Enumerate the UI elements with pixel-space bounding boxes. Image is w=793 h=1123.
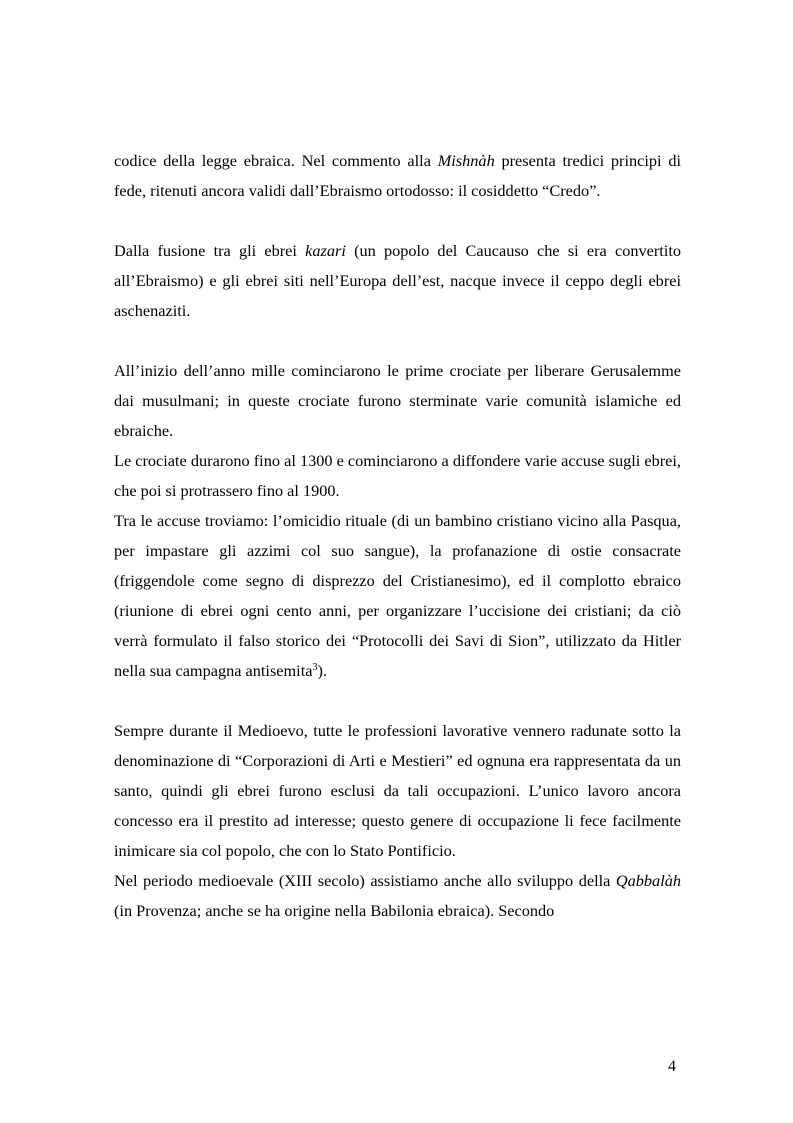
italic-term: Qabbalàh	[615, 871, 681, 890]
footnote-ref[interactable]: 3	[312, 662, 318, 673]
paragraph-accusations	[114, 506, 681, 686]
paragraph-corporations	[114, 716, 681, 866]
text-run: Dalla fusione tra gli ebrei	[114, 241, 306, 260]
text-run: Sempre durante il Medioevo, tutte le professioni lavorative vennero radunate sotto la denominazione di “Corporazioni di Arti e Mestieri” ed ognuna era rappresentata da un santo, quindi gli ebrei furono esclusi da tali occupazioni. L’unico lavoro ancora concesso era il prestito ad interesse; questo genere di occupazione li fece facilmente inimicare sia col popolo, che con lo Stato Pontificio.	[114, 721, 681, 860]
text-run: All’inizio dell’anno mille cominciarono le prime crociate per liberare Gerusalemme dai musulmani; in queste crociate furono sterminate varie comunità islamiche ed ebraiche.	[114, 361, 681, 440]
page-number: 4	[668, 1058, 676, 1075]
text-run: ).	[317, 661, 327, 680]
paragraph-crusades	[114, 356, 681, 446]
text-run: (in Provenza; anche se ha origine nella Babilonia ebraica). Secondo	[114, 901, 555, 920]
italic-term: kazari	[305, 241, 346, 260]
page-body	[114, 146, 681, 926]
paragraph-kazari	[114, 236, 681, 326]
paragraph-crusades-duration	[114, 446, 681, 506]
paragraph-mishnah	[114, 146, 681, 206]
text-run: Le crociate durarono fino al 1300 e cominciarono a diffondere varie accuse sugli ebrei, che poi si protrassero fino al 1900.	[114, 451, 681, 500]
text-run: (un popolo del Caucauso che si era convertito all’Ebraismo) e gli ebrei siti nell’Europa dell’est, nacque invece il ceppo degli ebrei aschenaziti.	[114, 241, 682, 320]
text-run: presenta tredici principi di fede, ritenuti ancora validi dall’Ebraismo ortodosso: il cosiddetto “Credo”.	[114, 151, 681, 200]
text-run: Tra le accuse troviamo: l’omicidio rituale (di un bambino cristiano vicino alla Pasqua, per impastare gli azzimi col suo sangue), la profanazione di ostie consacrate (friggendole come segno di disprezzo del Cristianesimo), ed il complotto ebraico (riunione di ebrei ogni cento anni, per organizzare l’uccisione dei cristiani; da ciò verrà formulato il falso storico dei “Protocolli dei Savi di Sion”, utilizzato da Hitler nella sua campagna antisemita	[114, 511, 681, 680]
text-run: codice della legge ebraica. Nel commento alla	[114, 151, 438, 170]
paragraph-qabbalah	[114, 866, 681, 926]
italic-term: Mishnàh	[437, 151, 495, 170]
text-run: Nel periodo medioevale (XIII secolo) assistiamo anche allo sviluppo della	[114, 871, 616, 890]
